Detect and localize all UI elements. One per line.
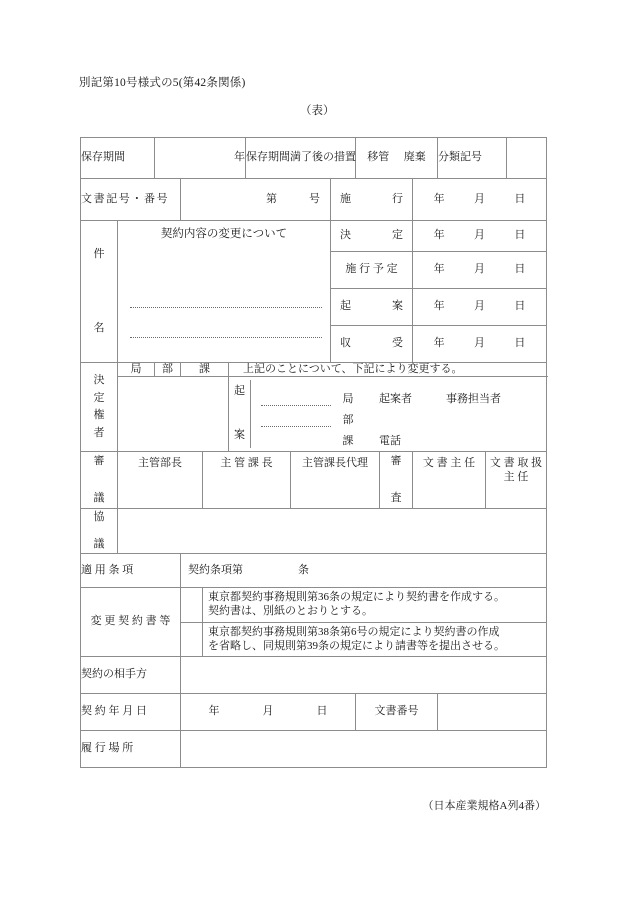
preservation-period-label: 保存期間 [81,138,155,179]
deliberation-label-char1: 審 [93,455,105,467]
drafting-date-label [331,289,413,326]
drafting-bureau-input[interactable] [261,392,331,406]
decision-date-label [331,221,413,252]
telephone-label: 電話 [379,435,401,447]
drafting-block-label-char2: 案 [234,429,245,441]
counterparty-label: 契約の相手方 [81,656,181,693]
enforcement-month: 月 [474,192,486,205]
receipt-label-char1: 収 [340,337,351,350]
contract-change-form-table [80,137,547,768]
decision-label-char2: 定 [392,229,403,242]
preservation-period-year-unit[interactable]: 年 [155,138,246,179]
enforcement-label-cell [331,179,413,221]
receipt-day: 日 [514,337,526,350]
contract-docnumber-label: 文書番号 [356,693,438,730]
row-decider-statement [81,363,547,377]
row-consultation [81,509,547,554]
form-code-label: 別記第10号様式の5(第42条関係) [79,77,246,89]
contract-day: 日 [316,705,328,718]
contract-month: 月 [262,705,274,718]
deliberation-column-deputy-section-manager[interactable]: 主管課長代理 [291,452,380,509]
change-contract-text-1-line-2: 契約書は、別紙のとおりとする。 [208,605,373,618]
drafting-block-label-char1: 起 [234,385,245,398]
contract-date-value[interactable] [181,693,356,730]
drafting-day: 日 [514,300,526,313]
measure-options-cell[interactable] [356,138,438,179]
decider-label [81,363,118,452]
consultation-label [81,509,118,554]
gou-label: 号 [309,192,320,205]
drafting-date-value[interactable] [413,289,547,326]
enforcement-date-cell[interactable] [413,179,547,221]
row-applicable-clause [81,554,547,588]
performance-place-value[interactable] [181,730,547,767]
drafting-label-char2: 案 [392,300,403,313]
drafting-info-cell[interactable] [229,377,547,452]
applicable-clause-value[interactable]: 契約条項第 条 [181,554,547,588]
drafting-block-label [229,380,251,448]
planned-enforcement-label: 施 行 予 定 [331,252,413,289]
performance-place-label: 履 行 場 所 [81,730,181,767]
document-symbol-number-label: 文書記号・番号 [81,179,181,221]
decision-date-value[interactable] [413,221,547,252]
change-contract-text-1-line-1: 東京都契約事務規則第36条の規定により契約書を作成する。 [208,591,505,604]
receipt-date-value[interactable] [413,326,547,363]
decider-column-bureau[interactable]: 局 [118,363,155,377]
examination-label [380,452,413,509]
enforcement-label-char1: 施 [340,192,351,205]
applicable-clause-label: 適 用 条 項 [81,554,181,588]
row-subject-decision [81,221,547,252]
change-contract-text-1 [203,588,547,622]
consultation-label-char1: 協 [93,511,105,523]
row-decider-drafting-block [81,377,547,452]
deliberation-label [81,452,118,509]
planned-year: 年 [433,263,445,276]
document-number-value-cell[interactable] [181,179,331,221]
decider-column-section[interactable]: 課 [181,363,229,377]
subject-label [81,221,118,363]
decision-month: 月 [474,229,486,242]
drafting-section-input[interactable] [261,435,331,448]
examination-column-document-handling-chief[interactable]: 文 書 取 扱 主 任 [486,452,547,509]
examination-label-char1: 審 [390,455,402,467]
subject-label-char1: 件 [93,248,105,261]
receipt-date-label [331,326,413,363]
consultation-label-char2: 議 [93,538,105,551]
enforcement-day: 日 [514,192,526,205]
decision-label-char1: 決 [340,229,351,242]
row-deliberation [81,452,547,509]
drafting-line-department[interactable] [251,406,546,427]
subject-dotted-rule-1 [130,307,322,308]
consultation-value[interactable] [118,509,547,554]
receipt-label-char2: 受 [392,337,403,350]
planned-day: 日 [514,263,526,276]
enforcement-year: 年 [433,192,445,205]
enforcement-label-char2: 行 [392,192,403,205]
staff-label: 事務担当者 [446,393,501,405]
deliberation-column-general-manager[interactable]: 主管部長 [118,452,203,509]
contract-date-label: 契 約 年 月 日 [81,693,181,730]
row-contract-date [81,693,547,730]
option-discard-label[interactable]: 廃棄 [403,151,426,164]
decision-day: 日 [514,229,526,242]
after-expiry-measure-label: 保存期間満了後の措置 [246,138,356,179]
decider-column-department[interactable]: 部 [155,363,181,377]
examination-column-document-chief[interactable]: 文 書 主 任 [413,452,486,509]
change-contract-checkbox-1[interactable] [181,588,203,622]
change-contract-label: 変 更 契 約 書 等 [81,588,181,656]
decider-label-char2: 定 [93,391,105,404]
classification-symbol-value[interactable] [507,138,547,179]
deliberation-label-char2: 議 [93,492,105,505]
contract-year: 年 [208,705,220,718]
decider-statement-text: 上記のことについて、下記により変更する。 [229,363,547,377]
receipt-year: 年 [433,337,445,350]
option-transfer-label[interactable]: 移管 [367,151,390,164]
change-contract-text-2 [203,622,547,656]
examination-label-char2: 査 [390,492,402,505]
counterparty-value[interactable] [181,656,547,693]
classification-symbol-label: 分類記号 [438,138,507,179]
change-contract-text-2-line-2: を省略し、同規則第39条の規定により請書等を提出させる。 [208,639,505,652]
decider-stamp-area[interactable] [118,377,229,452]
subject-dotted-rule-2 [130,337,322,338]
planned-enforcement-value[interactable] [413,252,547,289]
row-performance-place [81,730,547,767]
receipt-month: 月 [474,337,486,350]
drafting-department-input[interactable] [261,413,331,427]
decider-label-char4: 者 [93,426,105,439]
omote-label: （表） [300,105,335,117]
dai-label: 第 [266,192,277,205]
drafter-label: 起案者 [379,393,412,405]
drafting-unit-bureau: 局 [342,393,354,405]
drafting-line-section[interactable] [251,427,546,448]
row-change-contract-option-1 [81,588,547,622]
drafting-unit-department: 部 [342,414,354,426]
change-contract-checkbox-2[interactable] [181,622,203,656]
drafting-year: 年 [433,300,445,313]
jis-paper-size-note: （日本産業規格A列4番） [422,800,546,812]
decision-year: 年 [433,229,445,242]
row-preservation-period [81,138,547,179]
drafting-month: 月 [474,300,486,313]
drafting-unit-section: 課 [342,435,354,447]
drafting-info-fields[interactable] [251,380,546,448]
row-counterparty [81,656,547,693]
contract-docnumber-value[interactable] [438,693,547,730]
subject-title: 契約内容の変更について [160,228,288,240]
drafting-line-bureau[interactable] [251,385,546,406]
change-contract-text-2-line-1: 東京都契約事務規則第38条第6号の規定により契約書の作成 [208,625,500,638]
drafting-label-char1: 起 [340,300,351,313]
decider-label-char3: 権 [93,409,105,422]
row-document-number [81,179,547,221]
deliberation-column-section-manager[interactable]: 主 管 課 長 [203,452,291,509]
subject-body-cell[interactable] [118,221,331,363]
subject-label-char2: 名 [93,321,105,334]
decider-label-char1: 決 [93,374,105,387]
planned-month: 月 [474,263,486,276]
